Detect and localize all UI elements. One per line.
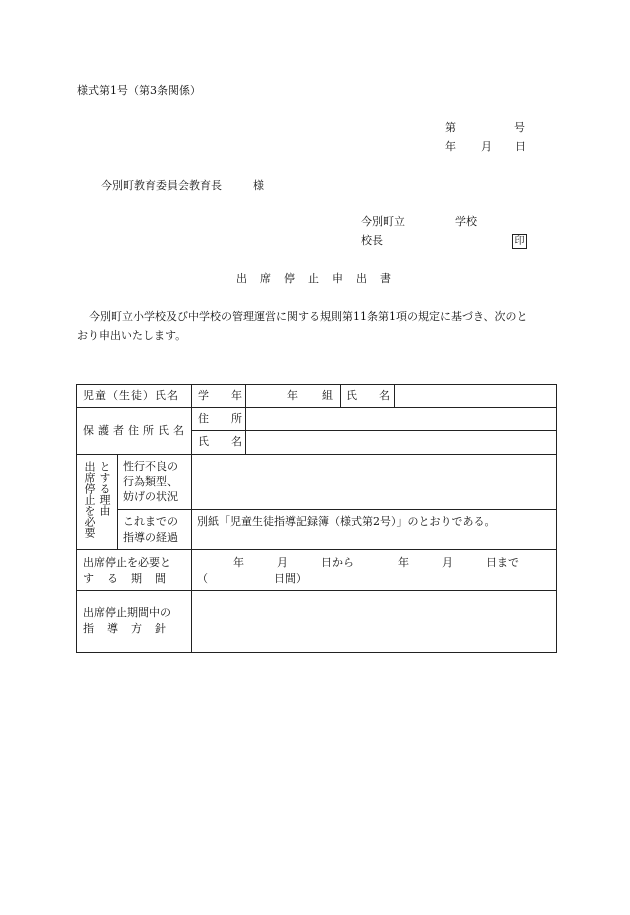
behavior-label-line1: 性行不良の	[123, 460, 178, 473]
principal-label: 校長	[361, 234, 383, 247]
behavior-label-line3: 妨げの状況	[123, 490, 178, 503]
period-start: 年 月 日から	[233, 556, 354, 569]
body-line-2: おり申出いたします。	[77, 329, 187, 342]
addressee-name: 今別町教育委員会教育長	[101, 179, 222, 192]
row-divider	[76, 454, 557, 455]
row-divider	[117, 509, 557, 510]
period-days: （ 日間）	[197, 572, 307, 585]
period-label-line2: す る 期 間	[83, 572, 167, 585]
behavior-label-line2: 行為類型、	[123, 475, 178, 488]
school-prefix: 今別町立	[361, 215, 405, 228]
col-divider	[340, 384, 341, 407]
addressee-honorific: 様	[253, 179, 264, 192]
period-label-line1: 出席停止を必要と	[83, 556, 171, 569]
col-divider	[245, 384, 246, 454]
col-divider	[394, 384, 395, 407]
date-year: 年	[445, 140, 456, 153]
school-suffix: 学校	[455, 215, 477, 228]
form-id: 様式第1号（第3条関係）	[77, 84, 201, 97]
date-day: 日	[515, 140, 526, 153]
reason-vertical-col2: 出席停止を必要	[83, 461, 96, 538]
student-name-label: 児童（生徒）氏名	[83, 389, 179, 402]
reason-vertical-col1: とする理由	[98, 461, 111, 516]
row-divider	[76, 590, 557, 591]
date-month: 月	[481, 140, 492, 153]
grade-label: 学 年	[198, 389, 242, 402]
guidance-value: 別紙「児童生徒指導記録簿（様式第2号）」のとおりである。	[197, 515, 496, 528]
address-label: 住 所	[198, 412, 242, 425]
body-line-1: 今別町立小学校及び中学校の管理運営に関する規則第11条第1項の規定に基づき、次のと	[89, 310, 528, 323]
document-title: 出 席 停 止 申 出 書	[236, 272, 392, 285]
row-divider	[76, 407, 191, 408]
guardian-name-label: 氏 名	[198, 435, 242, 448]
guidance-label-line1: これまでの	[123, 515, 178, 528]
guardian-label: 保護者住所氏名	[83, 424, 188, 437]
policy-label-line2: 指 導 方 針	[83, 622, 167, 635]
year-label: 年	[287, 389, 298, 402]
class-label: 組	[322, 389, 333, 402]
policy-label-line1: 出席停止期間中の	[83, 606, 171, 619]
number-prefix: 第	[445, 121, 456, 134]
number-suffix: 号	[514, 121, 525, 134]
col-divider	[117, 454, 118, 549]
guidance-label-line2: 指導の経過	[123, 531, 178, 544]
row-divider	[76, 549, 557, 550]
student-name-field-label: 氏 名	[346, 389, 390, 402]
period-end: 年 月 日まで	[398, 556, 519, 569]
seal-mark: 印	[512, 234, 527, 249]
col-divider	[191, 384, 192, 653]
